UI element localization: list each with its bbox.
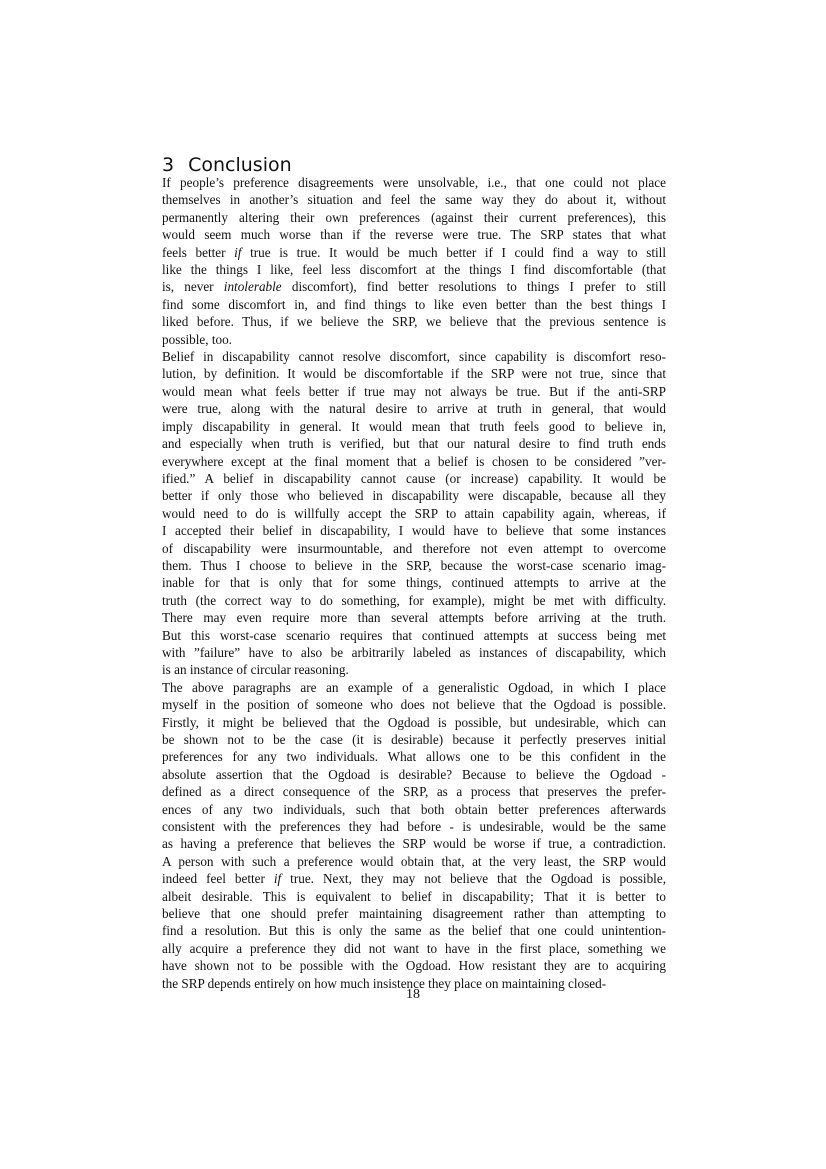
text-line: possible, too. <box>162 331 232 347</box>
text-line: feels better if true is true. It would be much better if I could find a way to still <box>162 244 666 260</box>
text-line: of discapability were insurmountable, and therefore not even attempt to overcome <box>162 540 666 556</box>
text-line: permanently altering their own preferences (against their current preferences), this <box>162 209 666 225</box>
text-line: as having a preference that believes the SRP would be worse if true, a contradiction. <box>162 836 666 852</box>
text-line: Belief in discapability cannot resolve discomfort, since capability is discomfort reso- <box>162 349 666 365</box>
paragraph-discapability <box>162 348 666 679</box>
text-line: Firstly, it might be believed that the Ogdoad is possible, but undesirable, which can <box>162 714 666 730</box>
text-line: themselves in another’s situation and feel the same way they do about it, without <box>162 192 666 208</box>
page-number: 18 <box>406 987 420 1002</box>
text-line: them. Thus I choose to believe in the SRP, because the worst-case scenario imag- <box>162 557 666 573</box>
text-line: the SRP depends entirely on how much insistence they place on maintaining closed- <box>162 975 607 991</box>
text-line: myself in the position of someone who does not believe that the Ogdoad is possible. <box>162 697 666 713</box>
text-line: is, never intolerable discomfort), find better resolutions to things I prefer to still <box>162 279 666 295</box>
text-line: imply discapability in general. It would mean that truth feels good to believe in, <box>162 418 666 434</box>
text-line: were true, along with the natural desire to arrive at truth in general, that would <box>162 401 666 417</box>
text-line: be shown not to be the case (it is desirable) because it perfectly preserves initial <box>162 732 666 747</box>
text-line: find some discomfort in, and find things to like even better than the best things I <box>162 296 666 312</box>
text-line: indeed feel better if true. Next, they may not believe that the Ogdoad is possible, <box>162 871 666 887</box>
text-line: believe that one should prefer maintaining disagreement rather than attempting to <box>162 906 666 922</box>
text-line: liked before. Thus, if we believe the SRP, we believe that the previous sentence is <box>162 314 666 330</box>
text-line: I accepted their belief in discapability, I would have to believe that some instances <box>162 523 666 539</box>
text-line: ences of any two individuals, such that both obtain better preferences afterwards <box>162 801 666 817</box>
text-line: absolute assertion that the Ogdoad is desirable? Because to believe the Ogdoad - <box>162 766 666 782</box>
text-line: truth (the correct way to do something, for example), might be met with difficulty. <box>162 592 666 608</box>
text-line: better if only those who believed in discapability were discapable, because all they <box>162 488 666 504</box>
text-line: would seem much worse than if the reverse were true. The SRP states that what <box>162 227 666 243</box>
text-line: inable for that is only that for some things, continued attempts to arrive at the <box>162 575 666 591</box>
text-line: consistent with the preferences they had before - is undesirable, would be the same <box>162 819 666 835</box>
text-line: The above paragraphs are an example of a generalistic Ogdoad, in which I place <box>162 679 666 695</box>
text-line: There may even require more than several attempts before arriving at the truth. <box>162 610 666 626</box>
text-line: would mean what feels better if true may not always be true. But if the anti-SRP <box>162 383 666 399</box>
text-line: ified.” A belief in discapability cannot cause (or increase) capability. It would be <box>162 470 666 486</box>
body-text <box>162 174 666 992</box>
section-heading <box>162 154 292 176</box>
text-line: preferences for any two individuals. What allows one to be this confident in the <box>162 749 666 765</box>
text-line: with ”failure” have to also be arbitrarily labeled as instances of discapability, which <box>162 644 666 660</box>
text-line: have shown not to be possible with the Ogdoad. How resistant they are to acquiring <box>162 958 666 974</box>
text-line: A person with such a preference would obtain that, at the very least, the SRP would <box>162 853 666 869</box>
text-line: albeit desirable. This is equivalent to belief in discapability; That it is better to <box>162 888 666 904</box>
text-line: and especially when truth is verified, but that our natural desire to find truth ends <box>162 436 666 452</box>
text-line: is an instance of circular reasoning. <box>162 662 349 678</box>
section-number: 3 <box>162 153 175 176</box>
section-title: Conclusion <box>188 153 292 176</box>
paragraph-srp-preferences <box>162 174 666 348</box>
text-line: like the things I like, feel less discomfort at the things I find discomfortable (that <box>162 262 666 278</box>
text-line: defined as a direct consequence of the SRP, as a process that preserves the prefer- <box>162 784 666 800</box>
paragraph-ogdoad <box>162 679 666 992</box>
text-line: But this worst-case scenario requires that continued attempts at success being met <box>162 627 666 643</box>
text-line: would need to do is willfully accept the SRP to attain capability again, whereas, if <box>162 505 666 521</box>
text-line: find a resolution. But this is only the same as the belief that one could unintention- <box>162 923 666 939</box>
text-line: ally acquire a preference they did not want to have in the first place, something we <box>162 940 666 956</box>
text-line: If people’s preference disagreements were unsolvable, i.e., that one could not place <box>162 175 666 190</box>
text-line: lution, by definition. It would be discomfortable if the SRP were not true, since that <box>162 366 666 382</box>
text-line: everywhere except at the final moment that a belief is chosen to be considered ”ver- <box>162 453 666 469</box>
